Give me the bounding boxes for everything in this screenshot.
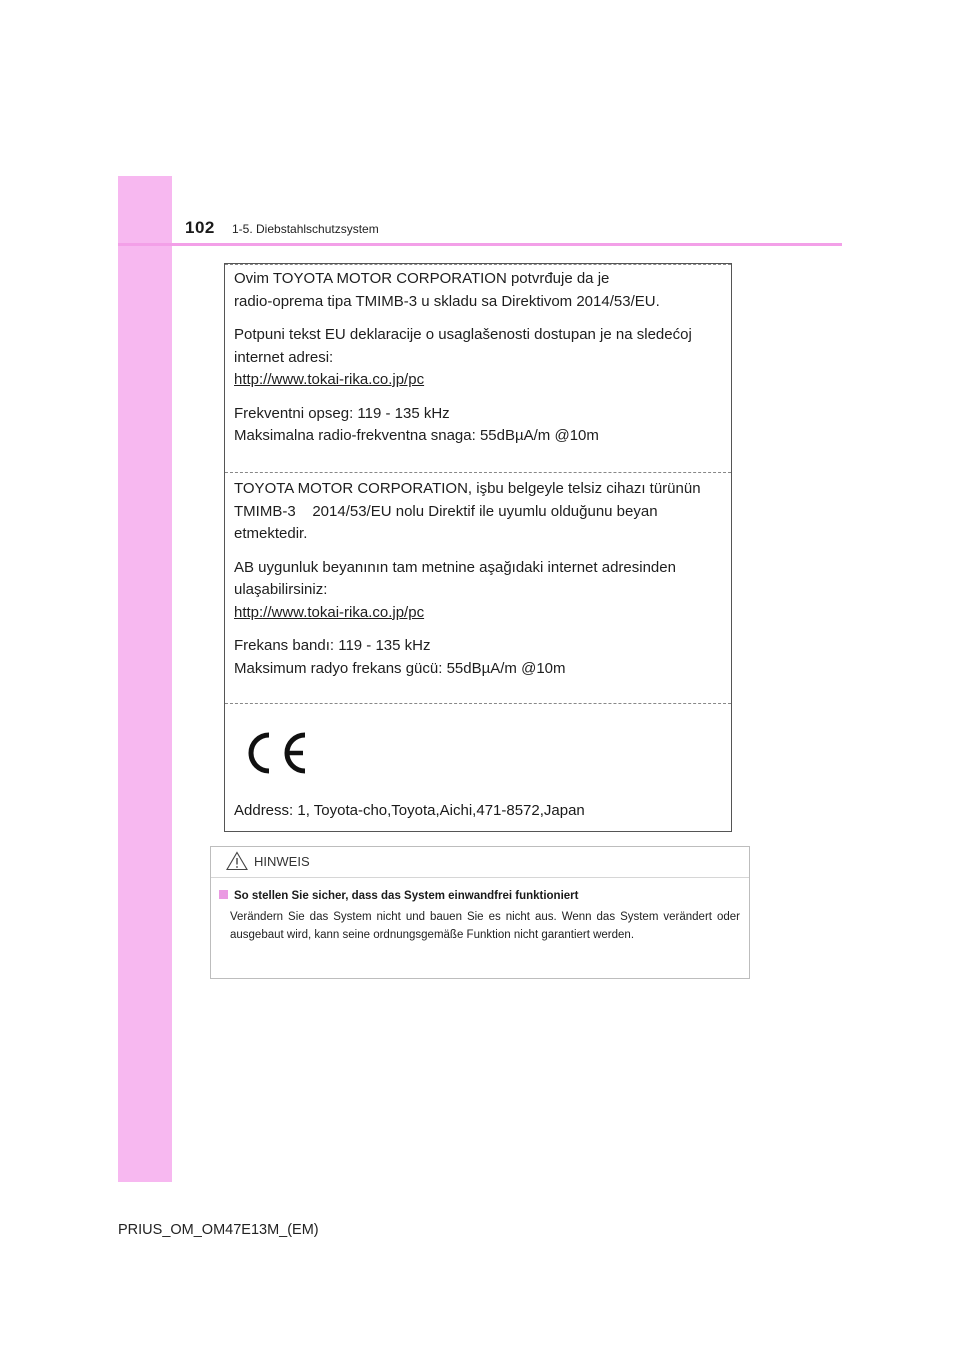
declaration-line: radio-oprema tipa TMIMB-3 u skladu sa Direktivom 2014/53/EU. (234, 292, 660, 310)
side-color-strip (118, 176, 172, 1182)
notice-title: HINWEIS (254, 854, 310, 869)
footer-code: PRIUS_OM_OM47E13M_(EM) (118, 1222, 319, 1238)
spec-line: Frekventni opseg: 119 - 135 kHz (234, 404, 450, 422)
declaration-serbian (225, 264, 731, 472)
header-rule (118, 243, 842, 246)
square-bullet-icon (219, 890, 228, 899)
notice-box (210, 846, 750, 979)
declaration-link[interactable]: http://www.tokai-rika.co.jp/pc (234, 371, 425, 388)
section-title: 1-5. Diebstahlschutzsystem (232, 222, 379, 236)
notice-heading-text: So stellen Sie sicher, dass das System einwandfrei funktioniert (234, 890, 579, 902)
notice-header (211, 847, 749, 878)
declaration-link[interactable]: http://www.tokai-rika.co.jp/pc (234, 603, 425, 621)
warning-triangle-icon (226, 851, 248, 871)
declaration-line: etmektedir. (234, 525, 308, 542)
page-number: 102 (185, 218, 215, 237)
notice-heading (219, 890, 578, 902)
ce-mark-icon (239, 730, 309, 776)
ce-section (225, 703, 731, 833)
declaration-line: TOYOTA MOTOR CORPORATION, işbu belgeyle telsiz cihazı türünün (234, 480, 701, 497)
declaration-line: internet adresi: (234, 348, 334, 366)
declaration-line: AB uygunluk beyanının tam metnine aşağıdaki internet adresinden (234, 558, 676, 576)
declaration-line: TMIMB-3 2014/53/EU nolu Direktif ile uyumlu olduğunu beyan (234, 502, 658, 520)
declaration-turkish (225, 472, 731, 703)
spec-line: Maksimalna radio-frekventna snaga: 55dBµA/m @10m (234, 427, 599, 444)
declaration-box (224, 263, 732, 832)
spec-line: Maksimum radyo frekans gücü: 55dBµA/m @10m (234, 659, 566, 677)
spec-line: Frekans bandı: 119 - 135 kHz (234, 637, 431, 654)
manufacturer-address: Address: 1, Toyota-cho,Toyota,Aichi,471-8572,Japan (234, 802, 585, 819)
declaration-line: ulaşabilirsiniz: (234, 581, 328, 598)
declaration-line: Potpuni tekst EU deklaracije o usaglašenosti dostupan je na sledećoj (234, 326, 692, 343)
notice-body: Verändern Sie das System nicht und bauen Sie es nicht aus. Wenn das System verändert oder ausgebaut wird, kann seine ordnungsgemäße Funktion nicht garantiert werden. (230, 911, 740, 941)
declaration-line: Ovim TOYOTA MOTOR CORPORATION potvrđuje da je (234, 270, 610, 287)
